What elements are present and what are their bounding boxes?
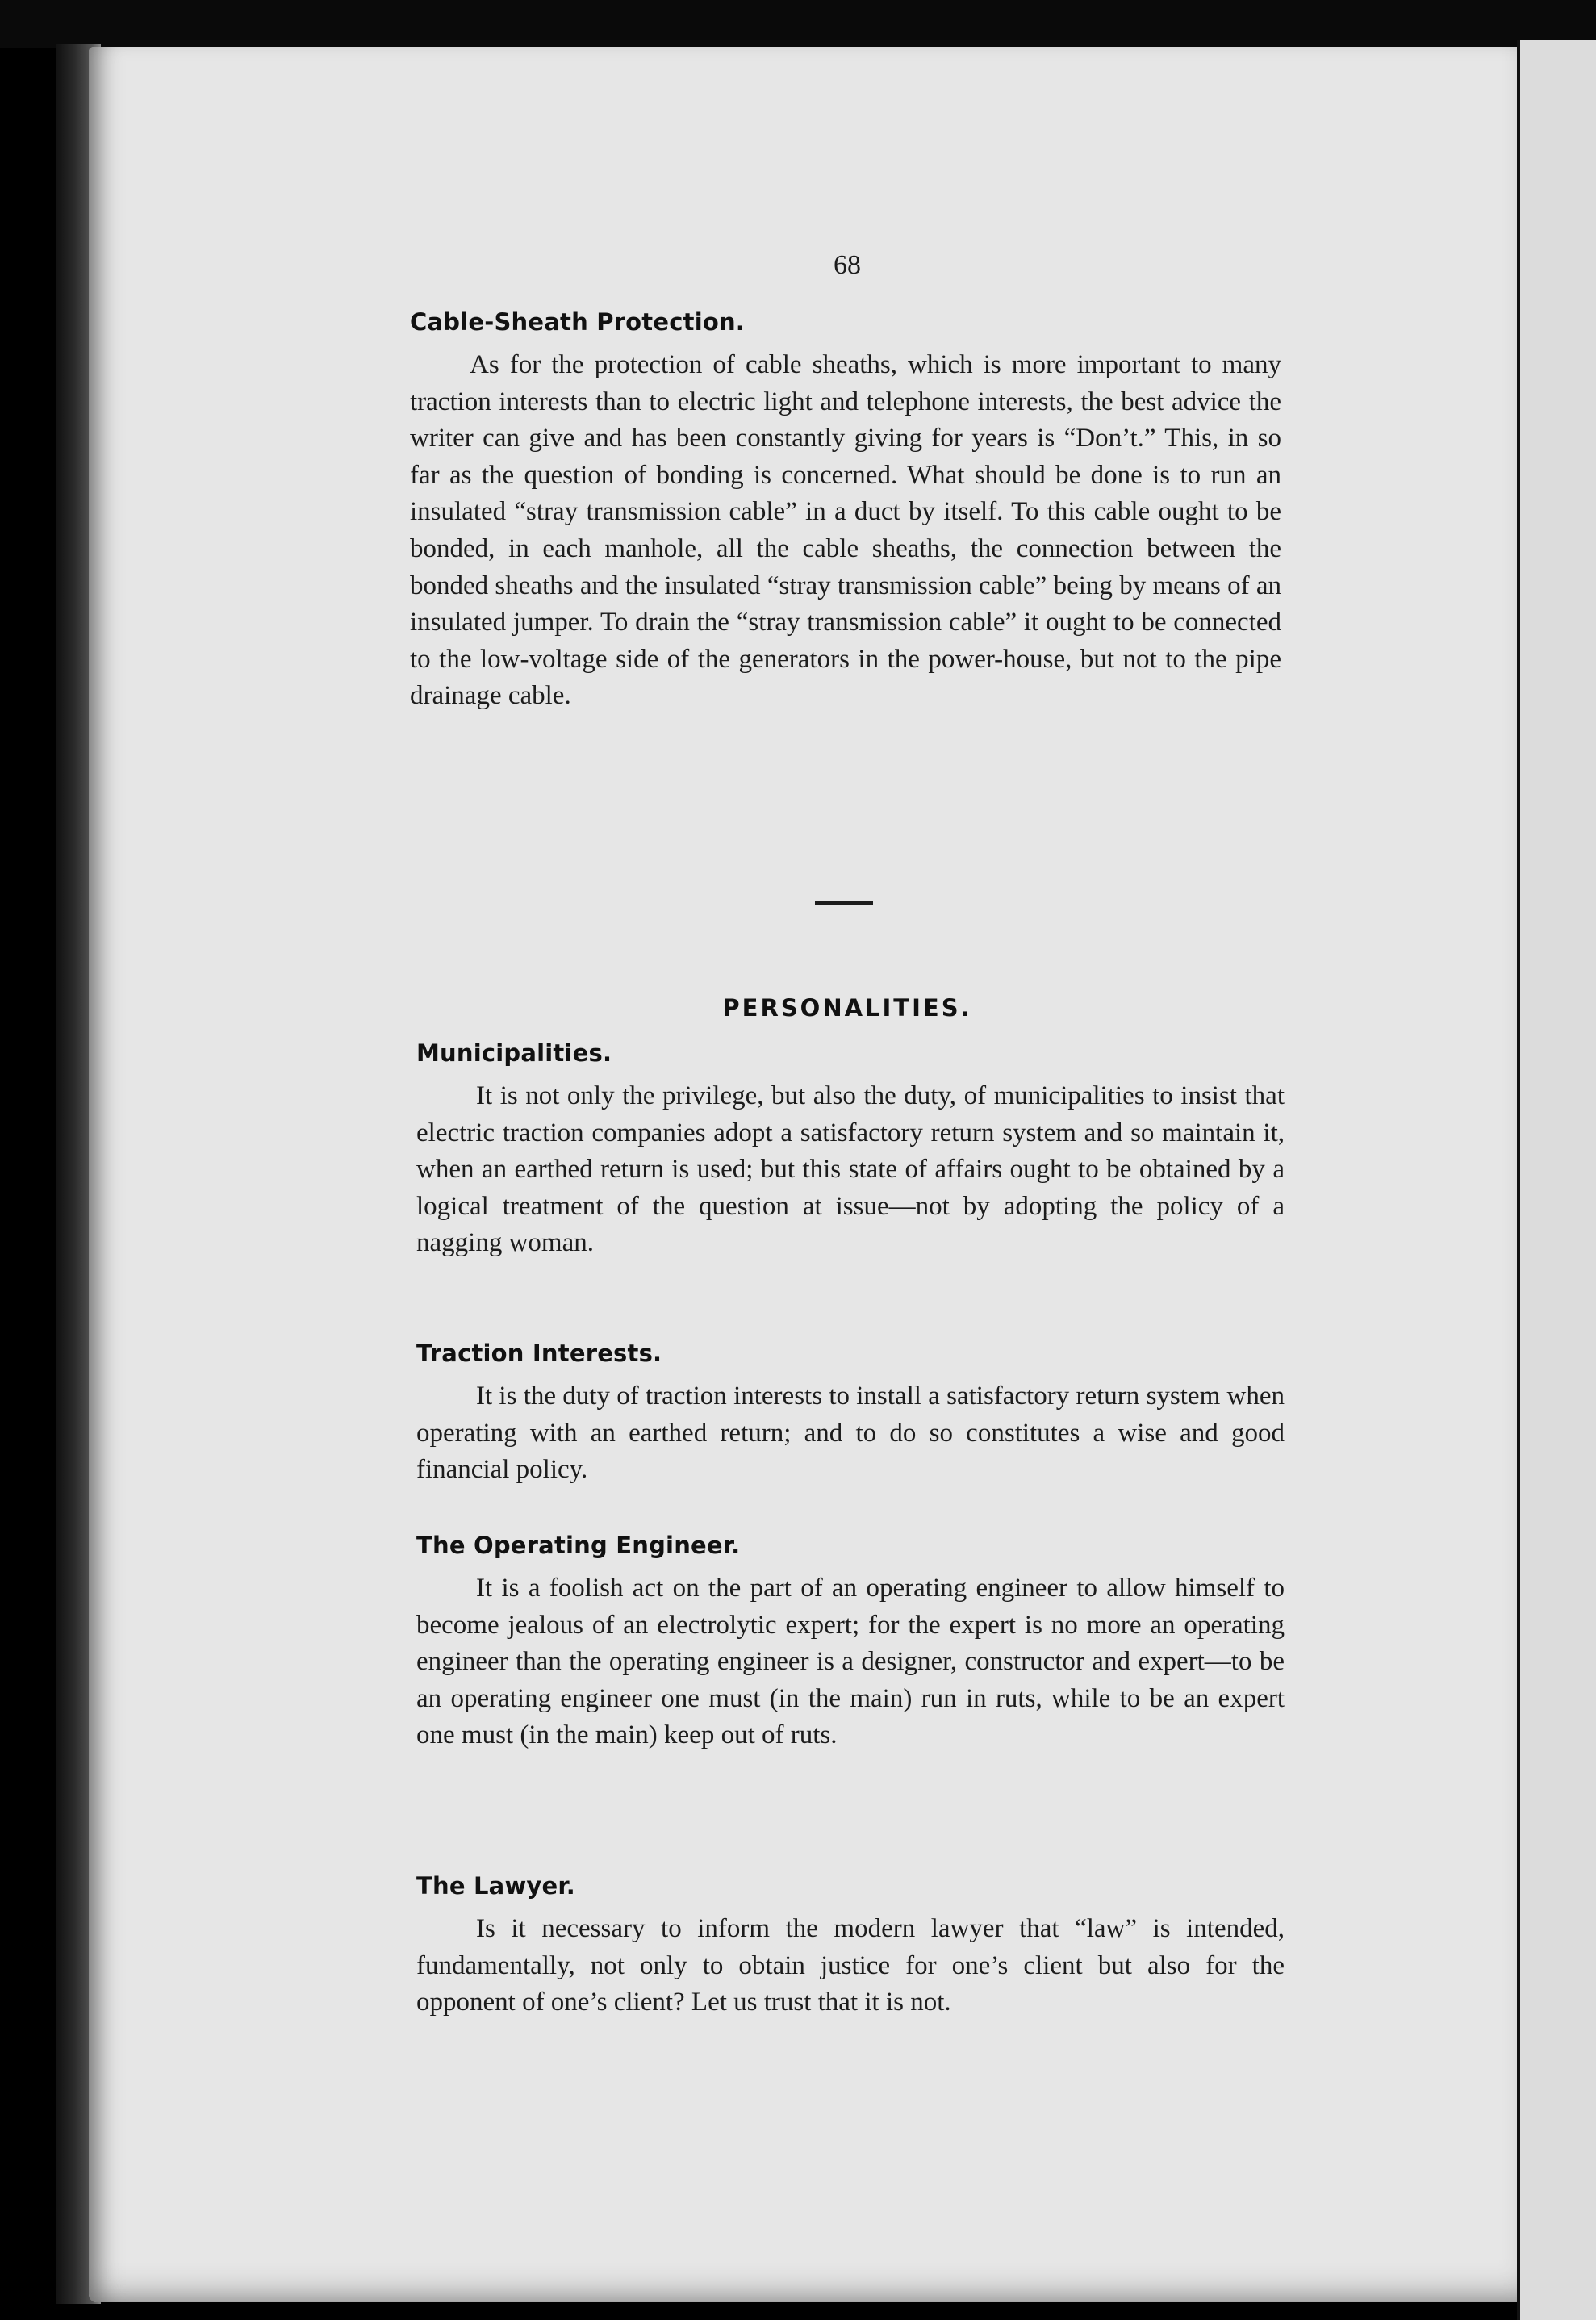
paragraph-traction-interests: It is the duty of traction interests to install a satisfactory return system when operating with an earthed return; and to do so constitutes a wise and good financial policy.	[416, 1382, 1285, 1485]
subheading-operating-engineer: The Operating Engineer.	[416, 1532, 741, 1559]
chapter-title-personalities: PERSONALITIES.	[722, 994, 972, 1022]
paragraph-operating-engineer: It is a foolish act on the part of an operating engineer to allow himself to become jealous of an electrolytic expert; for the expert is no more an operating engineer than the operating engineer is a designer, constructor and expert—to be an operating engineer one must (in the main) run in ruts, while to be an expert one must (in the main) keep out of ruts.	[416, 1574, 1285, 1750]
page-number: 68	[834, 250, 861, 280]
subheading-the-lawyer: The Lawyer.	[416, 1872, 575, 1900]
paragraph-cable-sheath: As for the protection of cable sheaths, which is more important to many traction interests than to electric light and telephone interests, the best advice the writer can give and has been constantly giving for years is “Don’t.” This, in so far as the question of bonding is concerned. What should be done is to run an insulated “stray transmission cable” in a duct by itself. To this cable ought to be bonded, in each manhole, all the cable sheaths, the connection between the bonded sheaths and the insulated “stray transmission cable” being by means of an insulated jumper. To drain the “stray transmission cable” it ought to be connected to the low-voltage side of the generators in the power-house, but not to the pipe drainage cable.	[410, 350, 1281, 711]
subheading-traction-interests: Traction Interests.	[416, 1340, 662, 1367]
paragraph-municipalities: It is not only the privilege, but also the duty, of municipalities to insist that electric traction companies adopt a satisfactory return system and so maintain it, when an earthed return is used; but this state of affairs ought to be obtained by a logical treatment of the question at issue—not by adopting the policy of a nagging woman.	[416, 1081, 1285, 1258]
section-divider	[815, 901, 873, 905]
facing-page-edge	[1517, 40, 1596, 2320]
paragraph-the-lawyer: Is it necessary to inform the modern lawyer that “law” is intended, fundamentally, not only to obtain justice for one’s client but also for the opponent of one’s client? Let us trust that it is not.	[416, 1914, 1285, 2017]
section-heading-cable-sheath: Cable-Sheath Protection.	[410, 308, 746, 336]
scan-border-top	[0, 0, 1596, 48]
subheading-municipalities: Municipalities.	[416, 1039, 612, 1067]
